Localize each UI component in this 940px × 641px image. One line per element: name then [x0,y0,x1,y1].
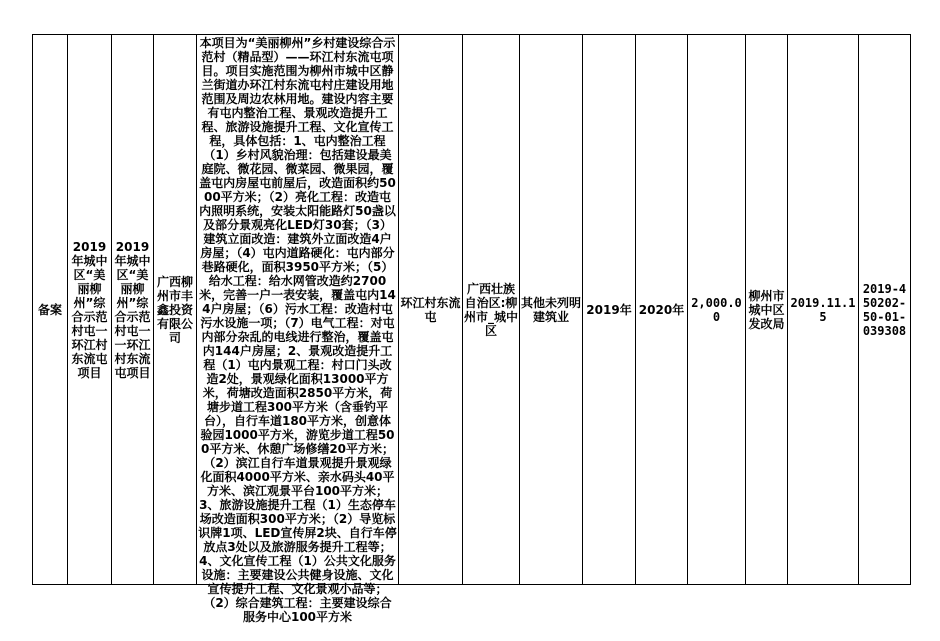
location-cell: 环江村东流屯 [399,35,463,585]
table-row [33,35,911,585]
project-name-cell: 2019年城中区“美丽柳州”综合示范村屯一环江村东流屯项目 [68,35,112,585]
status-cell: 备案 [33,35,68,585]
project-name-alt-cell: 2019年城中区“美丽柳州”综合示范村屯一一环江村东流屯项目 [112,35,154,585]
end-year-cell: 2020年 [636,35,688,585]
record-table [32,34,911,624]
start-year-cell: 2019年 [583,35,636,585]
industry-cell: 其他未列明建筑业 [520,35,583,585]
record-date-cell: 2019.11.15 [788,35,859,585]
record-code-cell: 2019-450202-50-01-039308 [859,35,911,585]
description-text: 本项目为“美丽柳州”乡村建设综合示范村（精品型）——环江村东流屯项目。项目实施范围为柳州市城中区静兰街道办环江村东流屯村庄建设用地范围及周边农林用地。建设内容主要有屯内整治工程、景观改造提升工程、旅游设施提升工程、文化宣传工程，具体包括：1、屯内整治工程（1）乡村风貌治理：包括建设最美庭院、微花园、微菜园、微果园，覆盖屯内房屋屯前屋后，改造面积约5000平方米；（2）亮化工程：改造屯内照明系统，安装太阳能路灯50盏以及部分景观亮化LED灯30套；（3）建筑立面改造：建筑外立面改造4户房屋；（4）屯内道路硬化：屯内部分巷路硬化，面积3950平方米；（5）给水工程：给水网管改造约2700米，完善一户一表安装，覆盖屯内144户房屋；（6）污水工程：改造村屯污水设施一项；（7）电气工程：对屯内部分杂乱的电线进行整治，覆盖屯内144户房屋；2、景观改造提升工程（1）屯内景观工程：村口门头改造2处，景观绿化面积13000平方米，荷塘改造面积2850平方米，荷塘步道工程300平方米（含垂钓平台），自行车道180平方米，创意体验园1000平方米，游览步道工程500平方米、休憩广场修缮20平方米；（2）滨江自行车道景观提升景观绿化面积4000平方米、亲水码头40平方米、滨江观景平台100平方米；3、旅游设施提升工程（1）生态停车场改造面积300平方米；（2）导览标识牌1项、LED宣传屏2块、自行车停放点3处以及旅游服务提升工程等；4、文化宣传工程（1）公共文化服务设施：主要建设公共健身设施、文化宣传提升工程、文化景观小品等；（2）综合建筑工程：主要建设综合服务中心100平方米 [198,35,397,624]
investment-cell: 2,000.00 [688,35,746,585]
description-cell [197,35,399,624]
region-cell: 广西壮族自治区:柳州市_城中区 [463,35,520,585]
authority-cell: 柳州市城中区发改局 [746,35,788,585]
company-cell: 广西柳州市丰鑫投资有限公司 [154,35,197,585]
